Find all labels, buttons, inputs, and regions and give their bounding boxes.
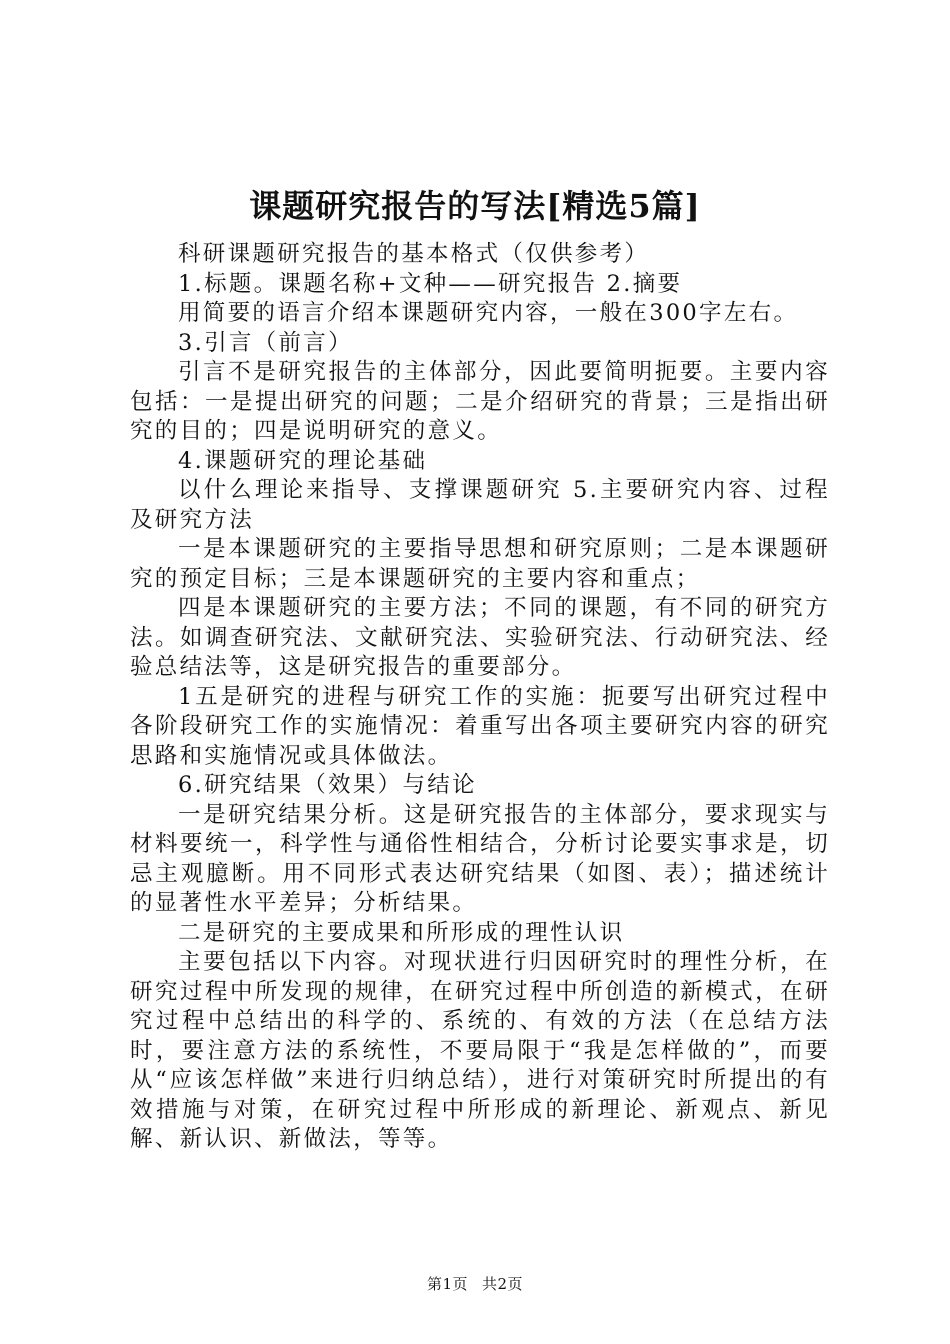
page-number: 第1页 <box>426 1275 468 1293</box>
paragraph-introduction-heading: 3.引言（前言） <box>178 329 353 356</box>
paragraph-title-abstract: 1.标题。课题名称+文种——研究报告 2.摘要 <box>178 270 683 297</box>
paragraph-format-intro: 科研课题研究报告的基本格式（仅供参考） <box>178 241 650 267</box>
page-footer <box>0 1274 950 1294</box>
paragraph-guiding-principles: 一是本课题研究的主要指导思想和研究原则；二是本课题研究的预定目标；三是本课题研究的主要内容和重点； <box>130 536 830 592</box>
paragraph-achievements-heading: 二是研究的主要成果和所形成的理性认识 <box>178 919 625 946</box>
paragraph-achievements-desc: 主要包括以下内容。对现状进行归因研究时的理性分析，在研究过程中所发现的规律，在研究过程中所创造的新模式，在研究过程中总结出的科学的、系统的、有效的方法（在总结方法时，要注意方法的系统性，不要局限于“我是怎样做的”，而要从“应该怎样做”来进行归纳总结），进行对策研究时所提出的有效措施与对策，在研究过程中所形成的新理论、新观点、新见解、新认识、新做法，等等。 <box>130 949 830 1152</box>
paragraph-methods: 四是本课题研究的主要方法；不同的课题，有不同的研究方法。如调查研究法、文献研究法、实验研究法、行动研究法、经验总结法等，这是研究报告的重要部分。 <box>130 595 830 680</box>
paragraph-results-heading: 6.研究结果（效果）与结论 <box>178 772 477 798</box>
paragraph-introduction-desc: 引言不是研究报告的主体部分，因此要简明扼要。主要内容包括：一是提出研究的问题；二是介绍研究的背景；三是指出研究的目的；四是说明研究的意义。 <box>130 359 830 444</box>
paragraph-results-analysis: 一是研究结果分析。这是研究报告的主体部分，要求现实与材料要统一，科学性与通俗性相结合，分析讨论要实事求是，切忌主观臆断。用不同形式表达研究结果（如图、表）；描述统计的显著性水平差异；分析结果。 <box>130 801 830 916</box>
paragraph-theory-desc: 以什么理论来指导、支撑课题研究 5.主要研究内容、过程及研究方法 <box>130 477 830 533</box>
paragraph-process: 1五是研究的进程与研究工作的实施：扼要写出研究过程中各阶段研究工作的实施情况：着重写出各项主要研究内容的研究思路和实施情况或具体做法。 <box>130 683 830 769</box>
document-body <box>130 240 830 1155</box>
page-total: 共2页 <box>482 1275 524 1293</box>
document-title: 课题研究报告的写法[精选5篇] <box>249 187 701 225</box>
paragraph-abstract-desc: 用简要的语言介绍本课题研究内容，一般在300字左右。 <box>178 300 799 326</box>
paragraph-theory-heading: 4.课题研究的理论基础 <box>178 447 428 474</box>
